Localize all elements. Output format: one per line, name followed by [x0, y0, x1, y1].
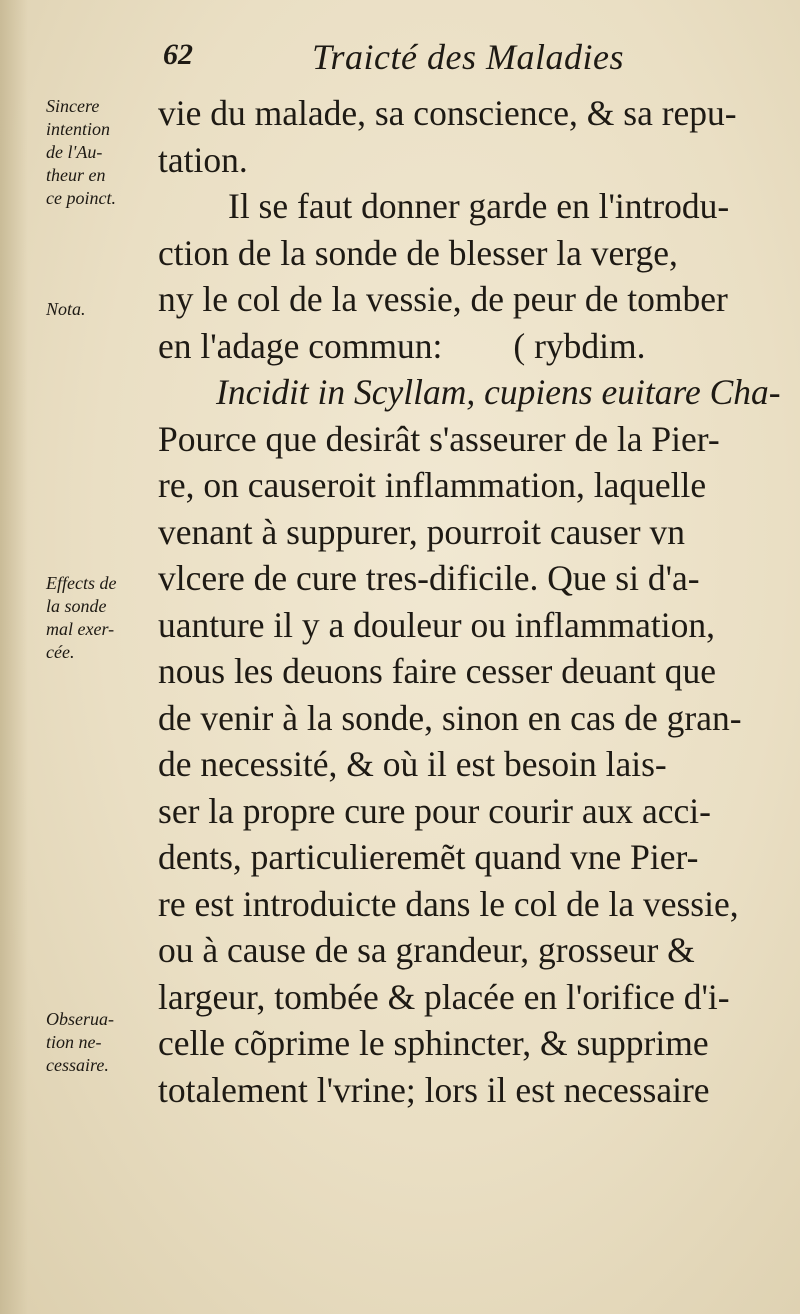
page-header — [0, 28, 800, 88]
text-line: re est introduicte dans le col de la vessie, — [158, 883, 739, 924]
margin-note-line: cessaire. — [46, 1055, 109, 1075]
text-line: ction de la sonde de blesser la verge, — [158, 232, 678, 273]
text-line: tation. — [158, 139, 248, 180]
text-line: de necessité, & où il est besoin lais- — [158, 744, 667, 784]
text-line: Il se faut donner garde en l'introdu- — [228, 186, 730, 226]
page-number: 62 — [163, 38, 193, 71]
latin-quote-line: Incidit in Scyllam, cupiens euitare Cha- — [216, 372, 781, 412]
margin-note-line: la sonde — [46, 596, 107, 616]
text-line: uanture il y a douleur ou inflammation, — [158, 604, 716, 645]
text-line: re, on causeroit inflammation, laquelle — [158, 465, 707, 505]
margin-note-line: Effects de — [46, 573, 117, 593]
margin-note-line: intention — [46, 119, 110, 139]
spine-shadow — [0, 0, 28, 1314]
text-line: celle cõprime le sphincter, & supprime — [158, 1023, 709, 1063]
body-text — [158, 90, 788, 1113]
margin-note-observation — [46, 1008, 152, 1077]
margin-note-effects — [46, 572, 152, 664]
margin-note-nota — [46, 298, 152, 321]
margin-note-line: mal exer- — [46, 619, 115, 639]
text-line: venant à suppurer, pourroit causer vn — [158, 511, 685, 552]
margin-note-line: Obserua- — [46, 1009, 114, 1029]
text-line: ser la propre cure pour courir aux acci- — [158, 790, 711, 831]
text-line: largeur, tombée & placée en l'orifice d'i- — [158, 976, 730, 1017]
text-line: ou à cause de sa grandeur, grosseur & — [158, 930, 695, 970]
text-line: ny le col de la vessie, de peur de tomber — [158, 279, 728, 319]
margin-note-line: tion ne- — [46, 1032, 102, 1052]
text-line: vlcere de cure tres-dificile. Que si d'a- — [158, 558, 700, 598]
text-line: totalement l'vrine; lors il est necessaire — [158, 1069, 710, 1110]
running-title: Traicté des Maladies — [312, 37, 624, 77]
margin-note-line: Nota. — [46, 299, 86, 319]
margin-note-line: cée. — [46, 642, 75, 662]
margin-note-line: Sincere — [46, 96, 100, 116]
text-line: nous les deuons faire cesser deuant que — [158, 651, 716, 691]
text-line: Pource que desirât s'asseurer de la Pier- — [158, 418, 720, 459]
margin-note-line: theur en — [46, 165, 106, 185]
text-line: en l'adage commun: ( rybdim. — [158, 325, 646, 366]
margin-note-line: ce poinct. — [46, 188, 116, 208]
text-line: de venir à la sonde, sinon en cas de gran- — [158, 697, 742, 738]
text-line: dents, particulieremẽt quand vne Pier- — [158, 837, 699, 877]
margin-note-intention — [46, 95, 152, 210]
margin-note-line: de l'Au- — [46, 142, 103, 162]
text-line: vie du malade, sa conscience, & sa repu- — [158, 93, 737, 133]
